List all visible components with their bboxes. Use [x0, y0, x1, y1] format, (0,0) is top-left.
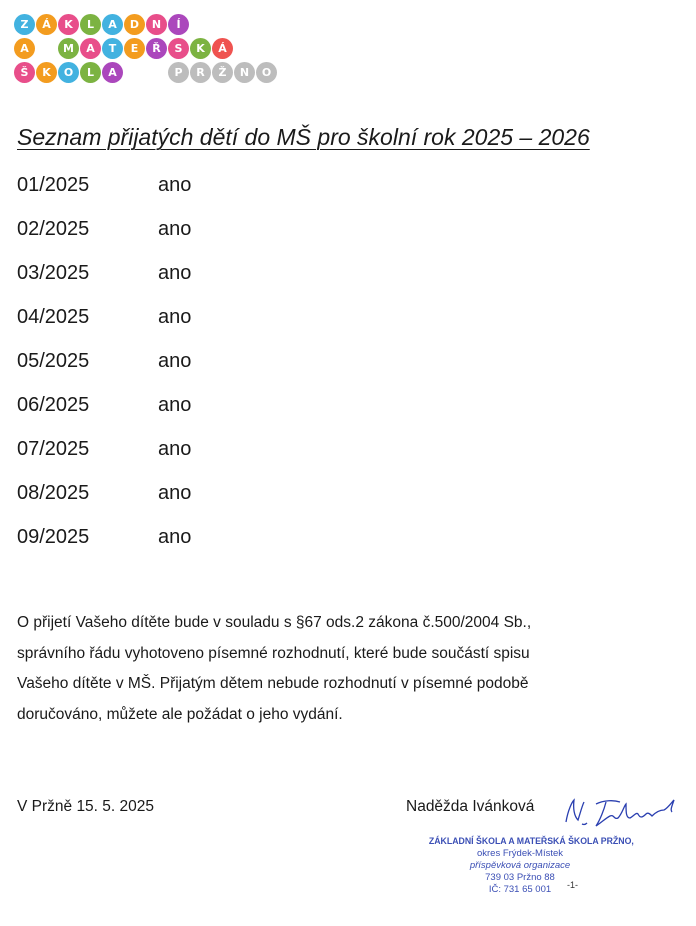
- logo-row: [14, 38, 233, 59]
- logo-letter: A: [80, 38, 101, 59]
- logo-letter: N: [234, 62, 255, 83]
- logo-letter: O: [256, 62, 277, 83]
- logo-letter: L: [80, 14, 101, 35]
- entry-code: 02/2025: [17, 218, 90, 240]
- logo-letter: Ř: [146, 38, 167, 59]
- logo-letter: R: [190, 62, 211, 83]
- entry-code: 03/2025: [17, 262, 90, 284]
- official-stamp: [420, 836, 634, 896]
- entry-code: 08/2025: [17, 482, 90, 504]
- entry-code: 01/2025: [17, 174, 90, 196]
- logo-letter: A: [102, 62, 123, 83]
- entry-status: ano: [158, 218, 192, 240]
- notice-line: doručováno, můžete ale požádat o jeho vydání.: [17, 705, 343, 723]
- entry-status: ano: [158, 438, 192, 460]
- school-logo: [14, 14, 314, 86]
- notice-line: O přijetí Vašeho dítěte bude v souladu s §67 ods.2 zákona č.500/2004 Sb.,: [17, 614, 532, 631]
- logo-letter: A: [14, 38, 35, 59]
- entry-code: 04/2025: [17, 306, 90, 328]
- logo-letter: K: [36, 62, 57, 83]
- logo-row: [14, 62, 277, 83]
- logo-letter: K: [58, 14, 79, 35]
- logo-letter: Z: [14, 14, 35, 35]
- handwritten-signature: [560, 792, 684, 836]
- notice-line: Vašeho dítěte v MŠ. Přijatým dětem nebude rozhodnutí v písemné podobě: [17, 675, 529, 692]
- entry-status: ano: [158, 262, 192, 284]
- logo-letter: N: [146, 14, 167, 35]
- logo-letter: M: [58, 38, 79, 59]
- entry-code: 05/2025: [17, 350, 90, 372]
- signer-name: Naděžda Ivánková: [406, 798, 535, 815]
- entry-status: ano: [158, 526, 192, 548]
- entry-status: ano: [158, 174, 192, 196]
- stamp-title: ZÁKLADNÍ ŠKOLA A MATEŘSKÁ ŠKOLA PRŽNO,: [428, 836, 634, 847]
- entry-code: 06/2025: [17, 394, 90, 416]
- entry-status: ano: [158, 306, 192, 328]
- entry-code: 09/2025: [17, 526, 90, 548]
- stamp-district: okres Frýdek-Místek: [476, 848, 564, 859]
- logo-letter: S: [168, 38, 189, 59]
- logo-letter: Š: [14, 62, 35, 83]
- logo-row: [14, 14, 189, 35]
- logo-letter: T: [102, 38, 123, 59]
- logo-letter: A: [102, 14, 123, 35]
- stamp-ico: IČ: 731 65 001: [488, 884, 552, 895]
- entry-status: ano: [158, 350, 192, 372]
- entry-status: ano: [158, 394, 192, 416]
- stamp-address: 739 03 Pržno 88: [485, 872, 555, 883]
- logo-letter: Ž: [212, 62, 233, 83]
- entry-status: ano: [158, 482, 192, 504]
- logo-letter: L: [80, 62, 101, 83]
- page-number: -1-: [567, 880, 578, 890]
- notice-line: správního řádu vyhotoveno písemné rozhodnutí, které bude součástí spisu: [17, 644, 530, 662]
- logo-letter: Á: [36, 14, 57, 35]
- document-title: Seznam přijatých dětí do MŠ pro školní rok 2025 – 2026: [17, 124, 590, 150]
- logo-letter: P: [168, 62, 189, 83]
- logo-letter: O: [58, 62, 79, 83]
- logo-letter: Á: [212, 38, 233, 59]
- logo-letter: E: [124, 38, 145, 59]
- place-date: V Pržně 15. 5. 2025: [17, 798, 155, 815]
- stamp-organization: příspěvková organizace: [469, 860, 571, 871]
- notice-paragraph: [17, 608, 617, 730]
- logo-letter: K: [190, 38, 211, 59]
- entry-code: 07/2025: [17, 438, 90, 460]
- logo-letter: D: [124, 14, 145, 35]
- logo-letter: Í: [168, 14, 189, 35]
